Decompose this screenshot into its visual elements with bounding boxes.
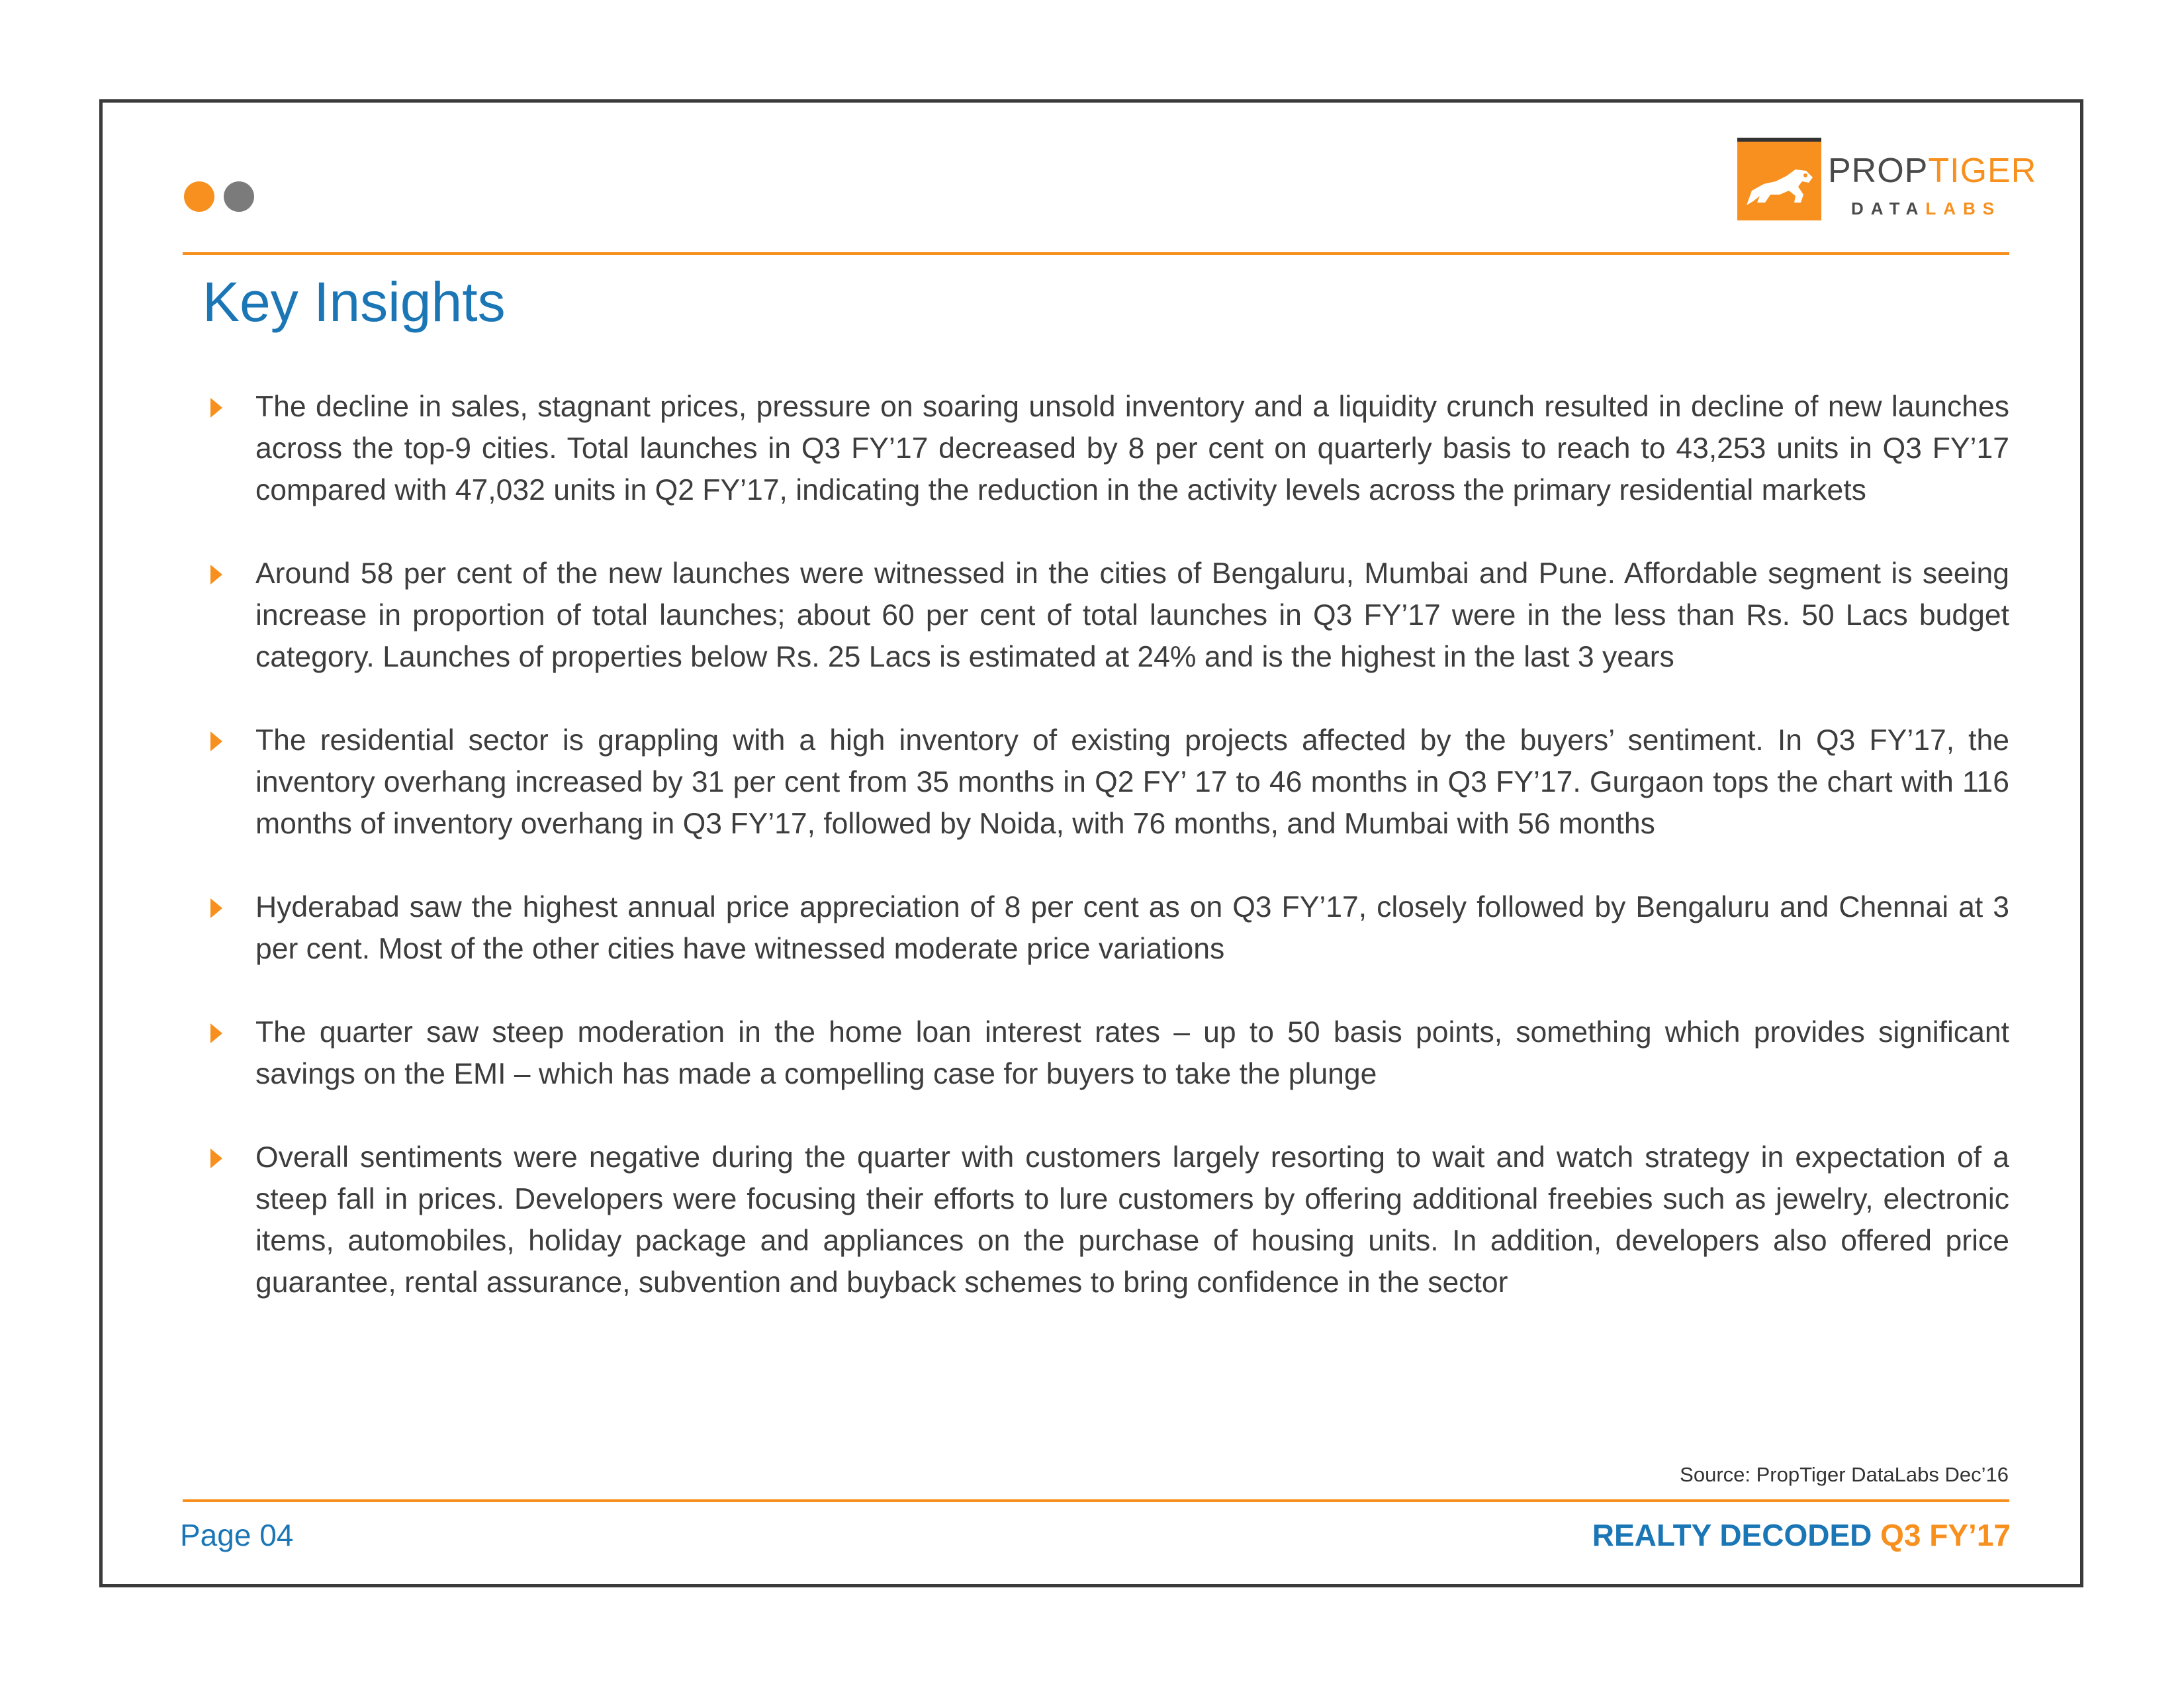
bullet-arrow-icon	[210, 565, 222, 585]
insight-item	[203, 1137, 2009, 1303]
insight-item	[203, 386, 2009, 511]
insight-text: Around 58 per cent of the new launches were witnessed in the cities of Bengaluru, Mumbai and Pune. Affordable segment is seeing increase in proportion of total launches; about 60 per cent of total launches in Q3 FY’17 were in the less than Rs. 50 Lacs budget category. Launches of properties below Rs. 25 Lacs is estimated at 24% and is the highest in the last 3 years	[255, 557, 2009, 673]
footer-divider	[183, 1499, 2009, 1502]
report-brand	[1592, 1517, 2011, 1553]
insight-item	[203, 1011, 2009, 1095]
logo-wordmark: PROPTIGER	[1828, 152, 2037, 190]
gray-dot-icon	[224, 181, 254, 212]
bullet-arrow-icon	[210, 1149, 222, 1168]
bullet-arrow-icon	[210, 1023, 222, 1043]
report-name: REALTY DECODED	[1592, 1518, 1872, 1552]
insight-item	[203, 720, 2009, 845]
insight-item	[203, 886, 2009, 970]
bullet-arrow-icon	[210, 398, 222, 418]
insights-list	[203, 386, 2009, 1345]
proptiger-datalabs-logo	[1737, 132, 2037, 222]
orange-dot-icon	[184, 181, 214, 212]
page-title: Key Insights	[203, 271, 506, 333]
insight-text: Overall sentiments were negative during the quarter with customers largely resorting to wait and watch strategy in expectation of a steep fall in prices. Developers were focusing their efforts to lure customers by offering additional freebies such as jewelry, electronic items, automobiles, holiday package and appliances on the purchase of housing units. In addition, developers also offered price guarantee, rental assurance, subvention and buyback schemes to bring confidence in the sector	[255, 1141, 2009, 1299]
insight-text: The residential sector is grappling with a high inventory of existing projects affected by the buyers’ sentiment. In Q3 FY’17, the inventory overhang increased by 31 per cent from 35 months in Q2 FY’ 17 to 46 months in Q3 FY’17. Gurgaon tops the chart with 116 months of inventory overhang in Q3 FY’17, followed by Noida, with 76 months, and Mumbai with 56 months	[255, 724, 2009, 840]
tiger-logo-icon	[1737, 138, 1821, 220]
bullet-arrow-icon	[210, 898, 222, 918]
logo-subtitle: DATALABS	[1851, 199, 2002, 218]
header-divider	[183, 252, 2009, 255]
insight-text: Hyderabad saw the highest annual price appreciation of 8 per cent as on Q3 FY’17, closely followed by Bengaluru and Chennai at 3 per cent. Most of the other cities have witnessed moderate price variations	[255, 891, 2009, 965]
source-note: Source: PropTiger DataLabs Dec’16	[1680, 1463, 2009, 1486]
insight-text: The quarter saw steep moderation in the home loan interest rates – up to 50 basis points, something which provides significant savings on the EMI – which has made a compelling case for buyers to take the plunge	[255, 1016, 2009, 1090]
bullet-arrow-icon	[210, 731, 222, 751]
report-period: Q3 FY’17	[1880, 1518, 2011, 1552]
page-number: Page 04	[180, 1518, 294, 1552]
decorative-dots	[184, 181, 254, 212]
insight-item	[203, 553, 2009, 678]
insight-text: The decline in sales, stagnant prices, pressure on soaring unsold inventory and a liquidity crunch resulted in decline of new launches across the top-9 cities. Total launches in Q3 FY’17 decreased by 8 per cent on quarterly basis to reach to 43,253 units in Q3 FY’17 compared with 47,032 units in Q2 FY’17, indicating the reduction in the activity levels across the primary residential markets	[255, 391, 2009, 506]
